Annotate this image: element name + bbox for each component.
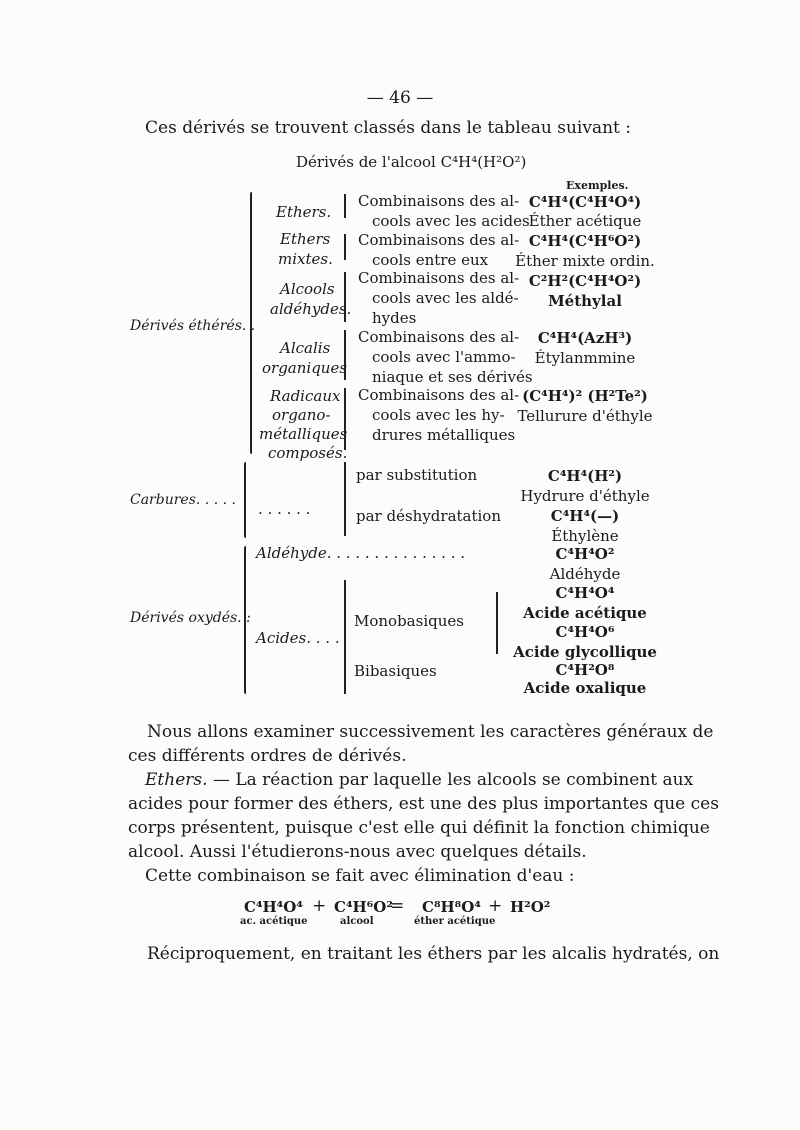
desc-monobasiques: Monobasiques bbox=[354, 612, 464, 630]
brace-d1 bbox=[344, 194, 346, 218]
desc-3b: cools avec les aldé- bbox=[372, 289, 519, 307]
example-6-formula: C⁴H⁴(H²) bbox=[547, 467, 623, 485]
examples-header: Exemples. bbox=[566, 179, 629, 192]
para-3: Cette combinaison se fait avec élimination d'eau : bbox=[145, 866, 575, 886]
example-2-formula: C⁴H⁴(C⁴H⁶O²) bbox=[528, 232, 642, 250]
intro-text: Ces dérivés se trouvent classés dans le tableau suivant : bbox=[145, 118, 631, 138]
example-4-formula: C⁴H⁴(AzH³) bbox=[537, 329, 633, 347]
desc-2a: Combinaisons des al- bbox=[358, 231, 520, 249]
sub-alcools-1: Alcools bbox=[280, 280, 335, 298]
example-7-formula: C⁴H⁴(—) bbox=[550, 507, 620, 525]
group-derives-oxydes: Dérivés oxydés. : bbox=[130, 610, 251, 626]
brace-d3 bbox=[344, 272, 346, 322]
group-carbures: Carbures. . . . . bbox=[130, 492, 236, 508]
example-1-formula: C⁴H⁴(C⁴H⁴O⁴) bbox=[528, 193, 642, 211]
eq-term-3: C⁸H⁸O⁴ bbox=[422, 898, 481, 916]
sub-ethers-mixtes-1: Ethers bbox=[280, 230, 331, 248]
para-1-line-1: Nous allons examiner successivement les caractères généraux de bbox=[147, 722, 714, 742]
example-8-name: Aldéhyde bbox=[549, 565, 621, 583]
example-9-name: Acide acétique bbox=[523, 604, 647, 622]
example-9-formula: C⁴H⁴O⁴ bbox=[555, 584, 615, 602]
para-2-line-3: corps présentent, puisque c'est elle qui définit la fonction chimique bbox=[128, 818, 710, 838]
para-2-line-2: acides pour former des éthers, est une des plus importantes que ces bbox=[128, 794, 719, 814]
desc-3a: Combinaisons des al- bbox=[358, 269, 520, 287]
desc-substitution: par substitution bbox=[356, 466, 478, 484]
sub-radicaux-3: métalliques bbox=[259, 425, 348, 443]
example-1-name: Éther acétique bbox=[528, 212, 642, 230]
desc-1a: Combinaisons des al- bbox=[358, 192, 520, 210]
para-1-line-2: ces différents ordres de dérivés. bbox=[128, 746, 407, 766]
eq-term-2: C⁴H⁶O² bbox=[334, 898, 393, 916]
desc-deshydratation: par déshydratation bbox=[356, 507, 501, 525]
sub-ethers: Ethers. bbox=[276, 203, 332, 221]
example-5-formula: (C⁴H⁴)² (H²Te²) bbox=[522, 387, 648, 405]
example-2-name: Éther mixte ordin. bbox=[515, 252, 655, 270]
desc-5b: cools avec les hy- bbox=[372, 406, 505, 424]
example-7-name: Éthylène bbox=[551, 527, 619, 545]
sub-alcalis-2: organiques bbox=[262, 359, 348, 377]
eq-label-2: alcool bbox=[340, 916, 374, 927]
desc-4a: Combinaisons des al- bbox=[358, 328, 520, 346]
example-3-name: Méthylal bbox=[548, 292, 622, 310]
group-derives-etheres: Dérivés éthérés. . bbox=[130, 318, 256, 334]
example-5-name: Tellurure d'éthyle bbox=[517, 407, 653, 425]
desc-4c: niaque et ses dérivés bbox=[372, 368, 533, 386]
brace-etheres bbox=[250, 192, 252, 454]
para-2-text: — La réaction par laquelle les alcools se combinent aux bbox=[212, 770, 694, 790]
sub-acides: Acides. . . . bbox=[256, 629, 340, 647]
sub-carbures-dots: . . . . . . bbox=[258, 500, 311, 518]
desc-3c: hydes bbox=[372, 309, 417, 327]
example-3-formula: C²H²(C⁴H⁴O²) bbox=[528, 272, 642, 290]
brace-acides-inner bbox=[344, 580, 346, 694]
para-2-line-4: alcool. Aussi l'étudierons-nous avec quelques détails. bbox=[128, 842, 587, 862]
example-11-formula: C⁴H²O⁸ bbox=[555, 661, 615, 679]
desc-5a: Combinaisons des al- bbox=[358, 386, 520, 404]
example-8-formula: C⁴H⁴O² bbox=[555, 545, 615, 563]
page-number: — 46 — bbox=[366, 88, 434, 108]
brace-carb-inner bbox=[344, 462, 346, 536]
brace-d4 bbox=[344, 330, 346, 380]
eq-op-1: + bbox=[312, 896, 327, 916]
example-11-name: Acide oxalique bbox=[523, 679, 647, 697]
example-10-name: Acide glycollique bbox=[513, 643, 657, 661]
brace-d2 bbox=[344, 234, 346, 260]
para-4: Réciproquement, en traitant les éthers par les alcalis hydratés, on bbox=[147, 944, 720, 964]
desc-5c: drures métalliques bbox=[372, 426, 516, 444]
eq-term-1: C⁴H⁴O⁴ bbox=[244, 898, 303, 916]
eq-label-3: éther acétique bbox=[414, 916, 496, 927]
sub-alcalis-1: Alcalis bbox=[280, 339, 331, 357]
sub-radicaux-4: composés. bbox=[268, 444, 348, 462]
brace-mono-right bbox=[490, 592, 498, 654]
table-title: Dérivés de l'alcool C⁴H⁴(H²O²) bbox=[296, 153, 527, 171]
eq-equals: = bbox=[390, 896, 405, 916]
example-10-formula: C⁴H⁴O⁶ bbox=[555, 623, 615, 641]
eq-label-1: ac. acétique bbox=[240, 916, 308, 927]
brace-oxydes bbox=[244, 546, 246, 694]
brace-carbures bbox=[244, 462, 246, 538]
ethers-label: Ethers. bbox=[145, 770, 208, 790]
eq-term-4: H²O² bbox=[510, 898, 551, 916]
sub-radicaux-2: organo- bbox=[272, 406, 331, 424]
desc-bibasiques: Bibasiques bbox=[354, 662, 437, 680]
eq-op-2: + bbox=[488, 896, 503, 916]
sub-aldehyde: Aldéhyde. . . . . . . . . . . . . . . bbox=[256, 544, 465, 562]
example-6-name: Hydrure d'éthyle bbox=[520, 487, 650, 505]
desc-1b: cools avec les acides bbox=[372, 212, 530, 230]
sub-radicaux-1: Radicaux bbox=[270, 387, 341, 405]
example-4-name: Étylanmmine bbox=[534, 349, 636, 367]
para-2-line-1 bbox=[145, 770, 693, 790]
sub-alcools-2: aldéhydes. bbox=[270, 300, 352, 318]
sub-ethers-mixtes-2: mixtes. bbox=[278, 250, 333, 268]
desc-2b: cools entre eux bbox=[372, 251, 489, 269]
brace-d5 bbox=[344, 388, 346, 450]
desc-4b: cools avec l'ammo- bbox=[372, 348, 516, 366]
